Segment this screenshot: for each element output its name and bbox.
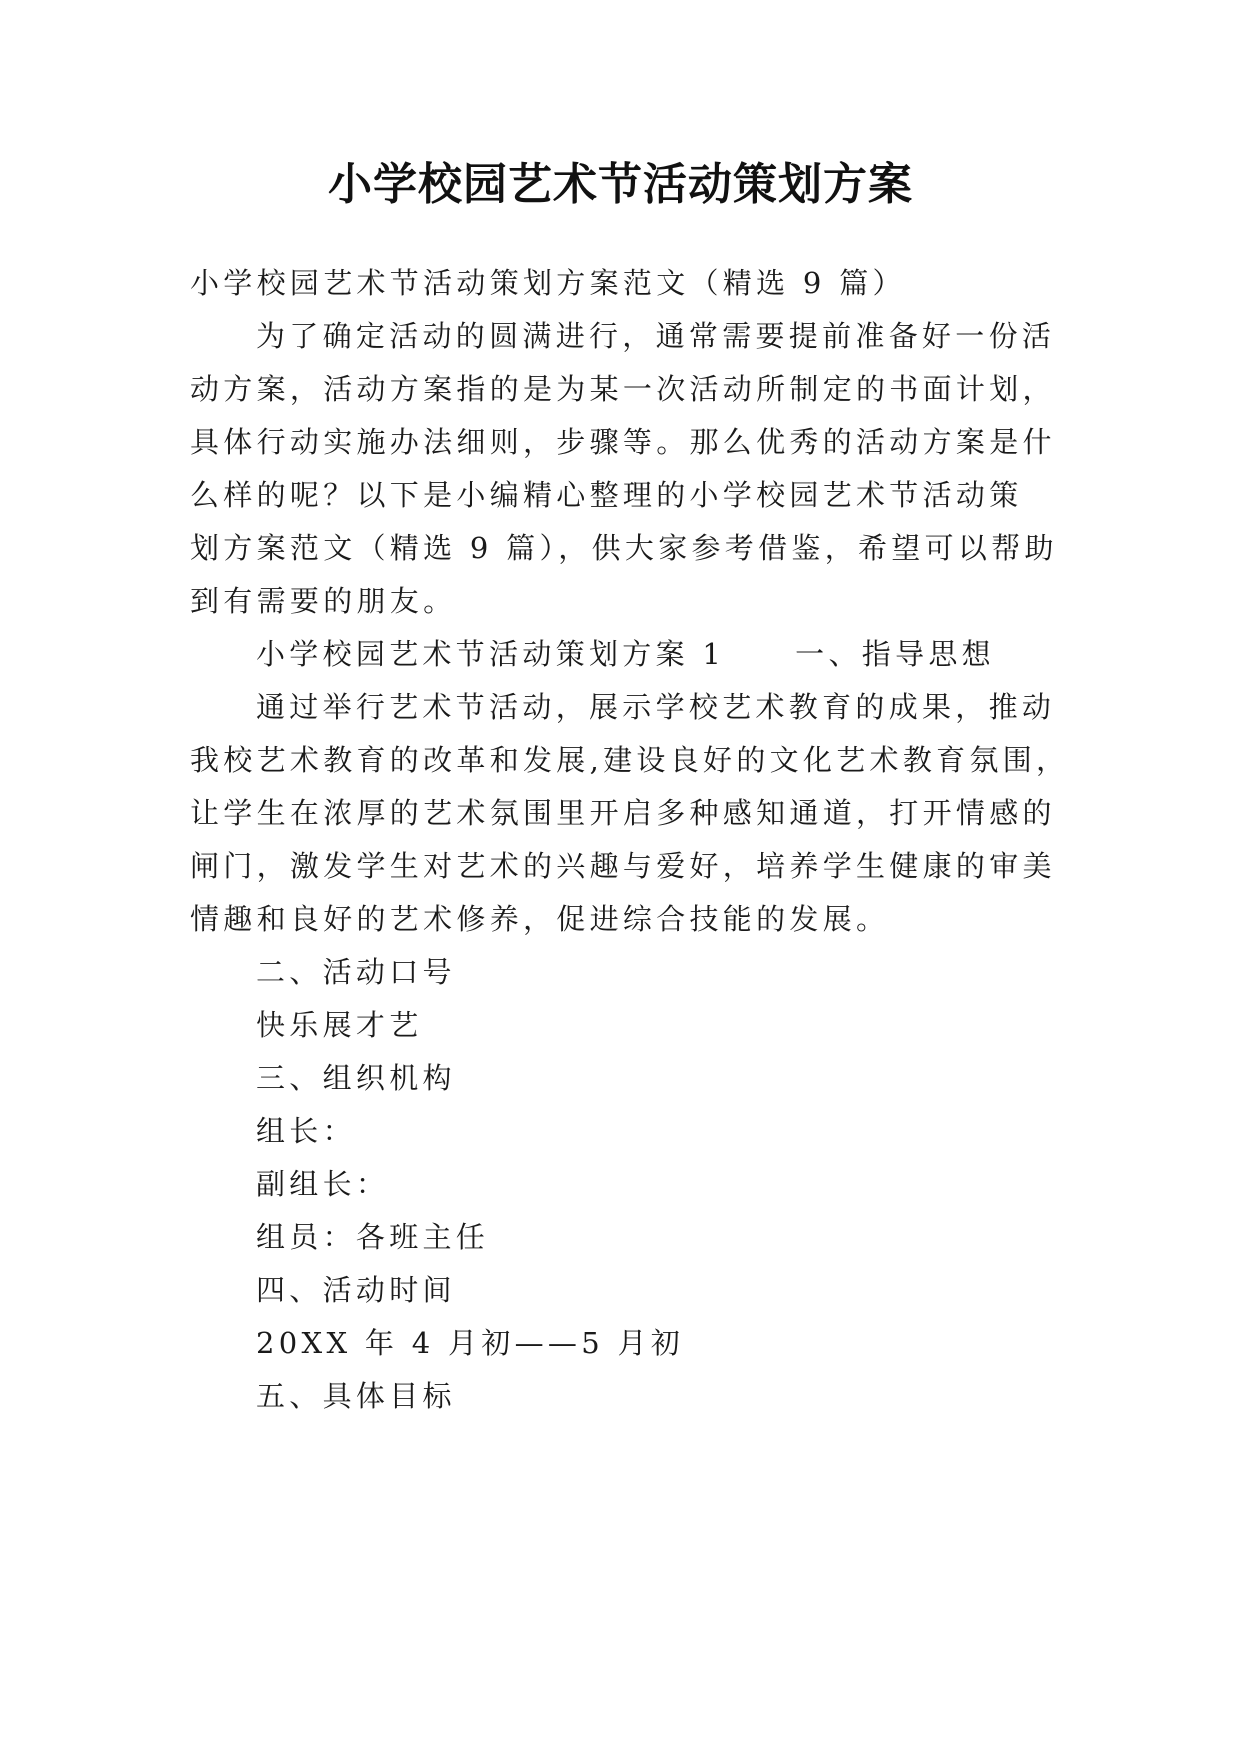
intro-line-3: 具体行动实施办法细则，步骤等。那么优秀的活动方案是什	[190, 425, 1056, 459]
intro-line-6: 到有需要的朋友。	[190, 584, 457, 618]
body-line-3: 让学生在浓厚的艺术氛围里开启多种感知通道，打开情感的	[190, 796, 1056, 830]
item-leader: 组长：	[256, 1114, 356, 1148]
item-goals-heading: 五、具体目标	[256, 1379, 456, 1413]
document-title: 小学校园艺术节活动策划方案	[328, 159, 913, 210]
item-time: 20XX 年 4 月初——5 月初	[256, 1326, 685, 1360]
document-subtitle: 小学校园艺术节活动策划方案范文（精选 9 篇）	[190, 266, 906, 300]
body-line-5: 情趣和良好的艺术修养，促进综合技能的发展。	[190, 902, 890, 936]
item-slogan: 快乐展才艺	[256, 1008, 423, 1042]
intro-line-2: 动方案，活动方案指的是为某一次活动所制定的书面计划，	[190, 372, 1056, 406]
section-1-heading: 小学校园艺术节活动策划方案 1	[256, 637, 726, 671]
item-time-heading: 四、活动时间	[256, 1273, 456, 1307]
body-line-4: 闸门，激发学生对艺术的兴趣与爱好，培养学生健康的审美	[190, 849, 1056, 883]
item-vice-leader: 副组长：	[256, 1167, 390, 1201]
item-slogan-heading: 二、活动口号	[256, 955, 456, 989]
intro-line-4: 么样的呢？以下是小编精心整理的小学校园艺术节活动策	[190, 478, 1023, 512]
item-members: 组员：各班主任	[256, 1220, 490, 1254]
section-1-heading-row	[256, 636, 995, 672]
body-line-1: 通过举行艺术节活动，展示学校艺术教育的成果，推动	[256, 690, 1056, 724]
section-1-subheading: 一、指导思想	[795, 637, 995, 671]
intro-line-1: 为了确定活动的圆满进行，通常需要提前准备好一份活	[256, 319, 1056, 353]
item-organization-heading: 三、组织机构	[256, 1061, 456, 1095]
intro-line-5: 划方案范文（精选 9 篇），供大家参考借鉴，希望可以帮助	[190, 531, 1058, 565]
body-line-2: 我校艺术教育的改革和发展,建设良好的文化艺术教育氛围，	[190, 743, 1070, 777]
